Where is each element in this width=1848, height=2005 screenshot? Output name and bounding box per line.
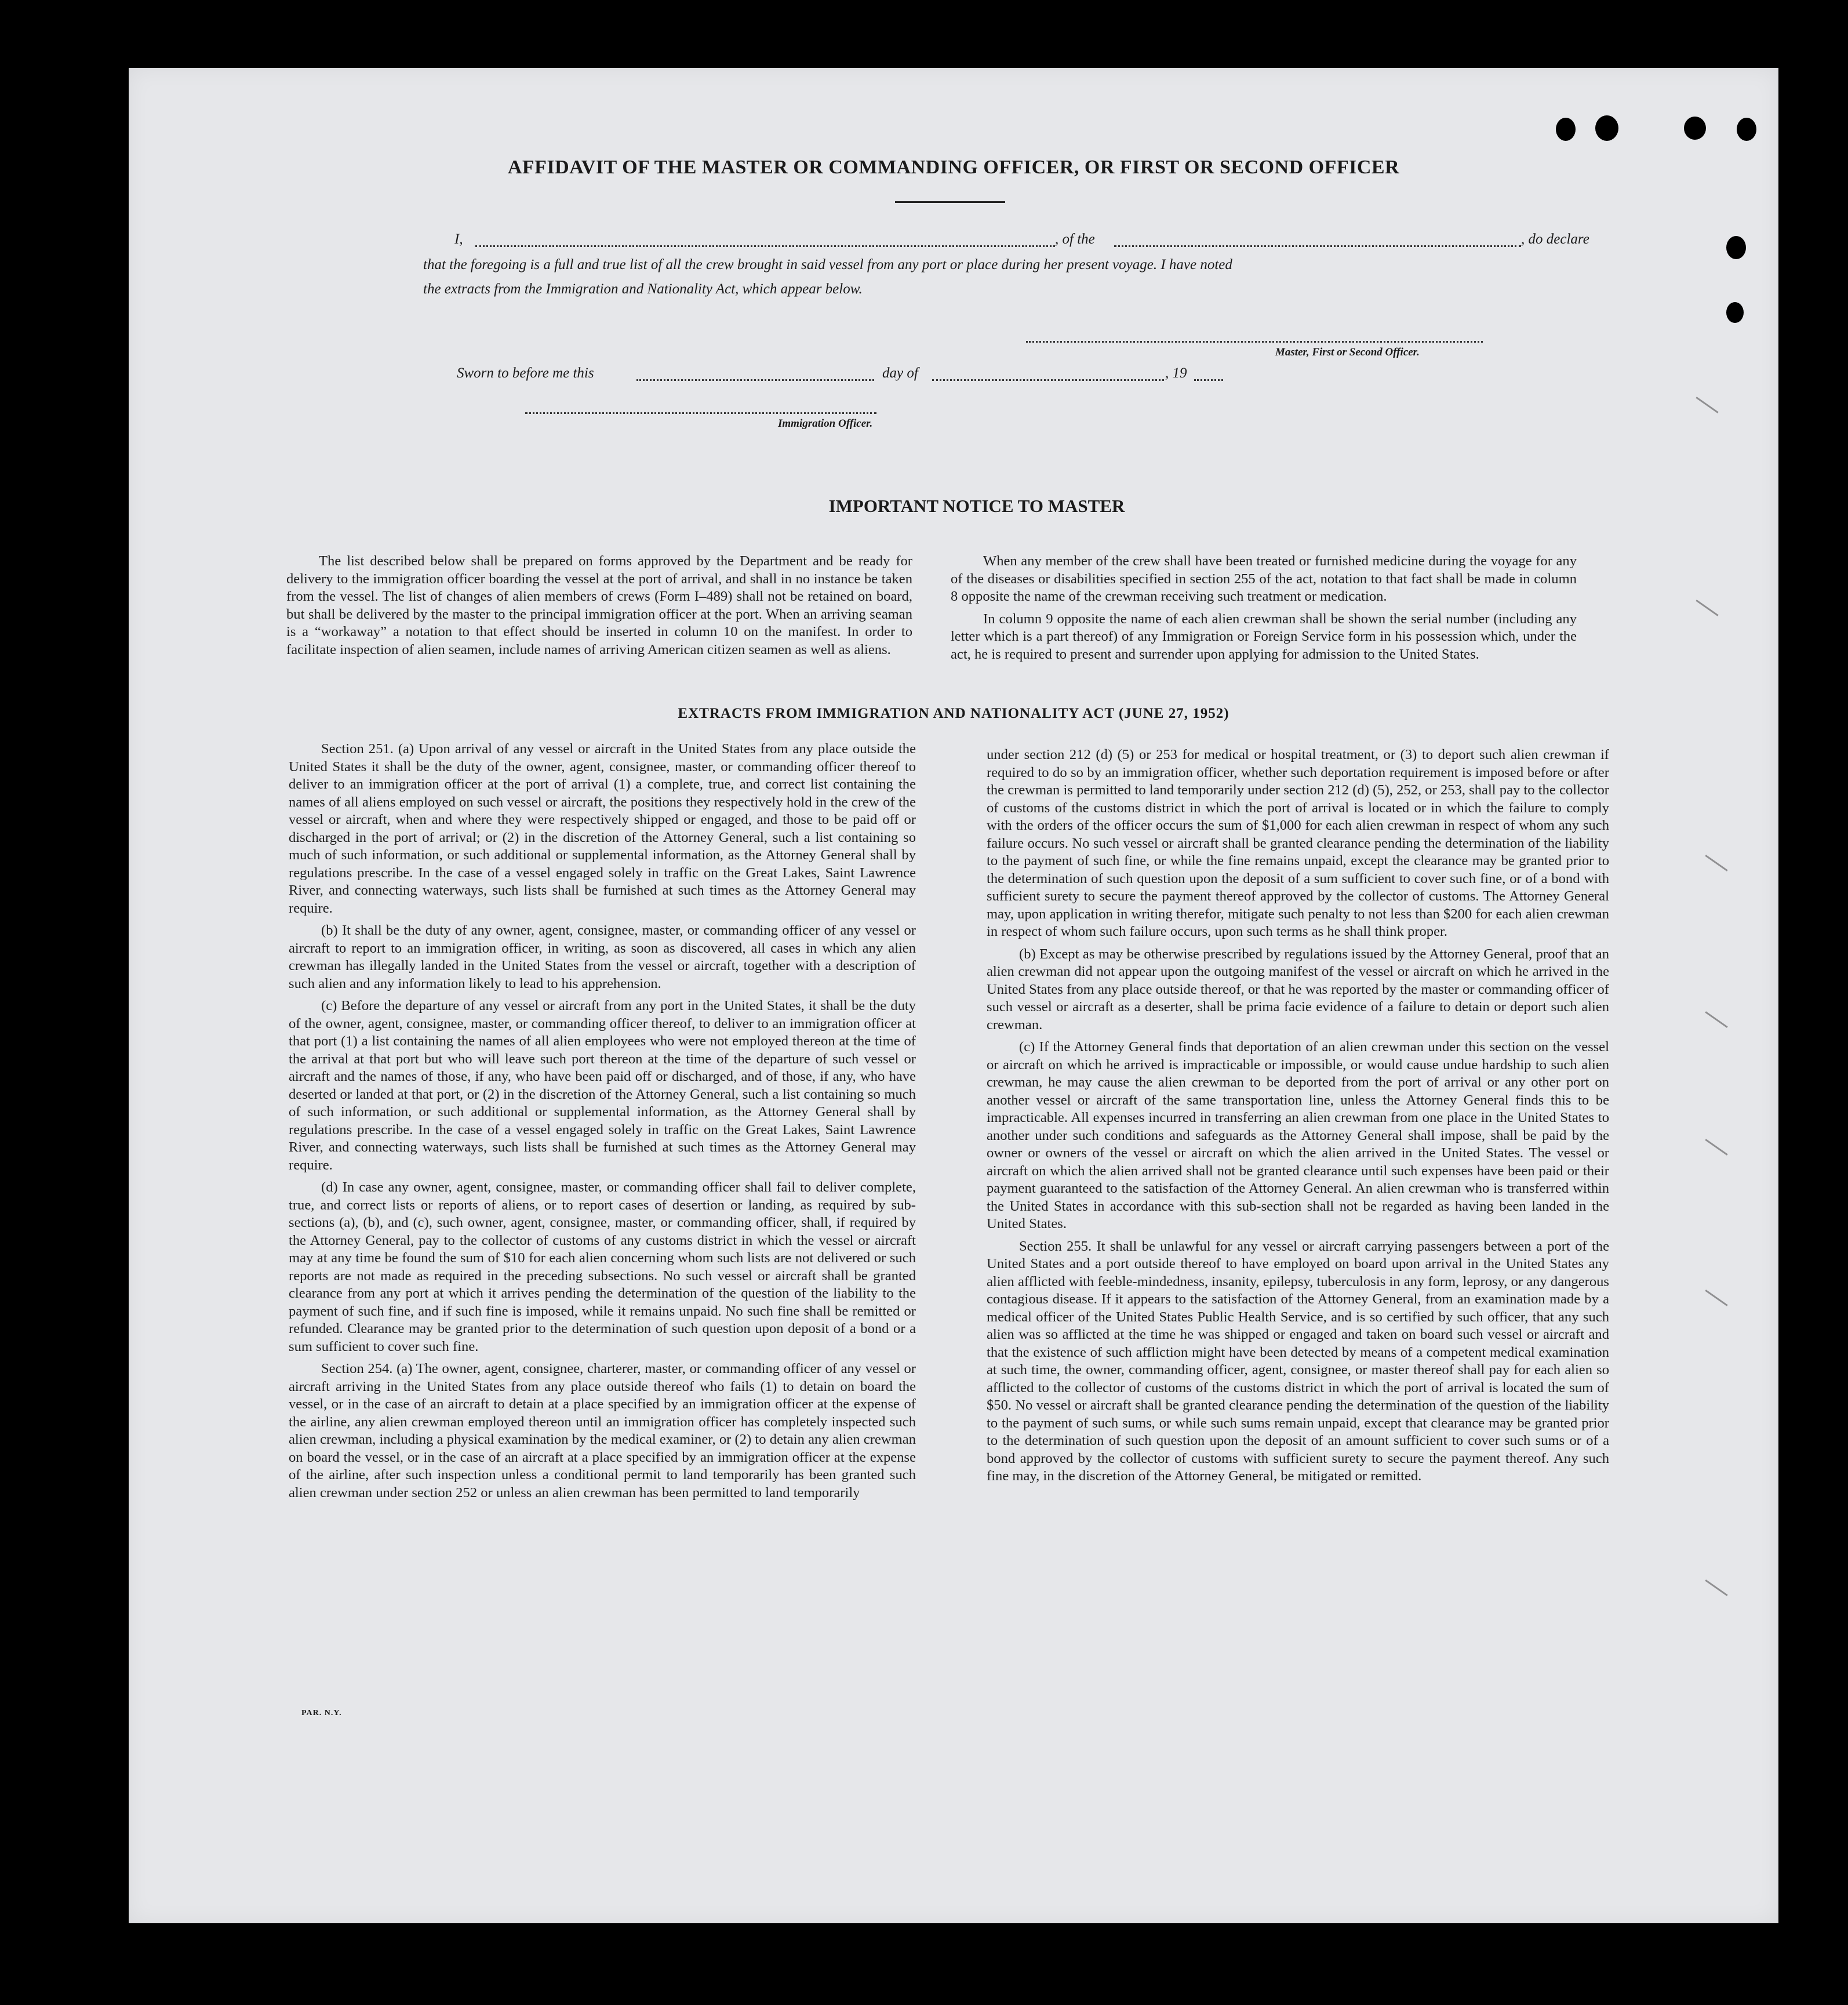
vessel-blank[interactable] bbox=[1114, 245, 1521, 247]
notice-left-paragraph: The list described below shall be prepared on forms approved by the Department and be ready for delivery to the immigration officer boarding the vessel at the port of arrival, and shall in no instance be taken from the vessel. The list of changes of alien members of crews (Form I–489) shall not be retained on board, but shall be delivered by the master to the principal immigration officer at the port. When an arriving seaman is a “workaway” a notation to that effect should be inserted in column 10 on the manifest. In order to facilitate inspection of alien seamen, include names of arriving American citizen seamen as well as aliens. bbox=[286, 553, 912, 658]
title-underline bbox=[895, 201, 1005, 203]
sworn-month-blank[interactable] bbox=[932, 379, 1164, 381]
edge-mark bbox=[1705, 1139, 1727, 1156]
notice-left-column bbox=[286, 553, 912, 663]
punch-hole bbox=[1726, 236, 1746, 259]
section-251-c: (c) Before the departure of any vessel or aircraft from any port in the United States, it shall be the duty of the owner, agent, consignee, master, or commanding officer thereof, to deliver to an immigration officer at that port (1) a list containing the names of all alien employees who were not employed thereon at the time of the arrival at that port but who will leave such port thereon at the time of the departure of such vessel or aircraft and the names of those, if any, who have been paid off or discharged, and of those, if any, who have deserted or landed at that port, or (2) in the discretion of the Attorney General, such a list containing so much of such information, or such additional or supplemental information, as the Attorney General shall by regulations prescribe. In the case of a vessel engaged solely in traffic on the Great Lakes, Saint Lawrence River, and connecting waterways, such lists shall be furnished at such times as the Attorney General may require. bbox=[289, 998, 916, 1173]
master-signature-label: Master, First or Second Officer. bbox=[1275, 346, 1420, 358]
punch-hole bbox=[1556, 118, 1576, 141]
section-251-d: (d) In case any owner, agent, consignee, master, or commanding officer shall fail to deliver complete, true, and correct lists or reports of aliens, or to report cases of desertion or landing, as required by sub-sections (a), (b), and (c), such owner, agent, consignee, master, or commanding officer, shall, if required by the Attorney General, pay to the collector of customs of any customs district in which the vessel or aircraft may at any time be found the sum of $10 for each alien concerning whom such lists are not delivered or such reports are not made as required in the preceding subsections. No such vessel or aircraft shall be granted clearance from any port at which it arrives pending the determination of the question of the liability to the payment of such fine, and if such fine is imposed, while it remains unpaid. No such fine shall be remitted or refunded. Clearance may be granted prior to the determination of such question upon deposit of a bond or a sum sufficient to cover such fine. bbox=[289, 1179, 916, 1354]
affidavit-i-label: I, bbox=[454, 231, 463, 247]
section-254-a: Section 254. (a) The owner, agent, consignee, charterer, master, or commanding officer of any vessel or aircraft arriving in the United States from any place outside thereof who fails (1) to detain on board the vessel, or in the case of an aircraft to detain at a place specified by an immigration officer at the expense of the airline, any alien crewman employed thereon until an immigration officer has completely inspected such alien crewman, including a physical examination by the medical examiner, or (2) to detain any alien crewman on board the vessel, or in the case of an aircraft at a place specified by an immigration officer at the expense of the airline, after such inspection unless a conditional permit to land temporarily has been granted such alien crewman under section 252 or unless an alien crewman has been permitted to land temporarily bbox=[289, 1361, 916, 1501]
edge-mark bbox=[1705, 1011, 1727, 1028]
notice-right-paragraph-1: When any member of the crew shall have been treated or furnished medicine during the voyage for any of the diseases or disabilities specified in section 255 of the act, notation to that fact shall be made in column 8 opposite the name of the crewman receiving such treatment or medication. bbox=[951, 553, 1577, 604]
section-254-c: (c) If the Attorney General finds that deportation of an alien crewman under this section on the vessel or aircraft on which he arrived is impracticable or impossible, or would cause undue hardship to such alien crewman, he may cause the alien crewman to be deported from the port of arrival or any other port on another vessel or aircraft of the same transportation line, unless the Attorney General finds this to be impracticable. All expenses incurred in transferring an alien crewman from one place in the United States to another under such conditions and safeguards as the Attorney General shall impose, shall be paid by the owner or owners of the vessel or aircraft on which the alien arrived in the United States. The vessel or aircraft on which the alien arrived shall not be granted clearance until such expenses have been paid or their payment guaranteed to the satisfaction of the Attorney General. An alien crewman who is transferred within the United States in accordance with this sub-section shall not be regarded as having been landed in the United States. bbox=[987, 1039, 1609, 1232]
affidavit-of-the-label: , of the bbox=[1055, 231, 1095, 247]
extracts-left-column bbox=[289, 740, 916, 1506]
year-label: , 19 bbox=[1165, 365, 1187, 381]
sworn-year-blank[interactable] bbox=[1194, 379, 1223, 381]
edge-mark bbox=[1705, 855, 1727, 871]
document-page bbox=[129, 68, 1778, 1923]
punch-hole bbox=[1684, 117, 1706, 140]
declaration-line-1: that the foregoing is a full and true list of all the crew brought in said vessel from any port or place during her present voyage. I have noted bbox=[423, 257, 1232, 273]
master-signature-line[interactable] bbox=[1026, 341, 1483, 343]
notice-title: IMPORTANT NOTICE TO MASTER bbox=[828, 496, 1125, 516]
extracts-right-column bbox=[987, 746, 1609, 1490]
section-251-b: (b) It shall be the duty of any owner, agent, consignee, master, or commanding officer of any vessel or aircraft to report to an immigration officer, in writing, as soon as discovered, all cases in which any alien crewman has illegally landed in the United States from the vessel or aircraft, together with a description of such alien and any information likely to lead to his apprehension. bbox=[289, 922, 916, 991]
punch-hole bbox=[1726, 302, 1744, 323]
declaration-line-2: the extracts from the Immigration and Nationality Act, which appear below. bbox=[423, 281, 863, 297]
edge-mark bbox=[1705, 1579, 1727, 1596]
punch-hole bbox=[1595, 115, 1618, 141]
section-254-b: (b) Except as may be otherwise prescribed by regulations issued by the Attorney General, proof that an alien crewman did not appear upon the outgoing manifest of the vessel or aircraft on which he arrived in the United States from any place outside thereof, or that he was reported by the master or commanding officer of such vessel or aircraft as a deserter, shall be prima facie evidence of a failure to detain or deport such alien crewman. bbox=[987, 946, 1609, 1033]
immigration-officer-signature-line[interactable] bbox=[525, 412, 876, 414]
edge-mark bbox=[1696, 600, 1718, 616]
section-251-a: Section 251. (a) Upon arrival of any vessel or aircraft in the United States from any place outside the United States it shall be the duty of the owner, agent, consignee, master, or commanding officer thereof to deliver to an immigration officer at the port of arrival (1) a complete, true, and correct list containing the names of all aliens employed on such vessel or aircraft, the positions they respectively hold in the crew of the vessel or aircraft, when and where they were respectively shipped or engaged, and those to be paid off or discharged in the port of arrival; or (2) in the discretion of the Attorney General, such a list containing so much of such information, or such additional or supplemental information, as the Attorney General shall by regulations prescribe. In the case of a vessel engaged solely in traffic on the Great Lakes, Saint Lawrence River, and connecting waterways, such lists shall be furnished at such times as the Attorney General may require. bbox=[289, 741, 916, 916]
edge-mark bbox=[1705, 1290, 1727, 1306]
day-of-label: day of bbox=[882, 365, 918, 381]
immigration-officer-label: Immigration Officer. bbox=[778, 417, 873, 430]
notice-right-column bbox=[951, 553, 1577, 668]
edge-mark bbox=[1696, 397, 1718, 413]
section-255: Section 255. It shall be unlawful for any vessel or aircraft carrying passengers between a port of the United States and a port outside thereof to have employed on board upon arrival in the United States any alien afflicted with feeble-mindedness, insanity, epilepsy, tuberculosis in any form, leprosy, or any dangerous contagious disease. If it appears to the satisfaction of the Attorney General, from an examination made by a medical officer of the United States Public Health Service, and is so certified by such officer, that any such alien was so afflicted at the time he was shipped or engaged and taken on board such vessel or aircraft and that the existence of such affliction might have been detected by means of a competent medical examination at such time, the owner, commanding officer, agent, consignee, or master thereof shall pay for each alien so afflicted to the collector of customs of the customs district in which the port of arrival is located the sum of $50. No vessel or aircraft shall be granted clearance pending the determination of the question of the liability to the payment of such sums, or while such sums remain unpaid, except that clearance may be granted prior to the determination of such question upon the deposit of an amount sufficient to cover such sums or of a bond approved by the collector of customs with sufficient surety to secure the payment thereof. Any such fine may, in the discretion of the Attorney General, be mitigated or remitted. bbox=[987, 1238, 1609, 1484]
printer-mark: PAR. N.Y. bbox=[301, 1709, 342, 1717]
name-blank[interactable] bbox=[475, 245, 1055, 247]
sworn-day-blank[interactable] bbox=[636, 379, 874, 381]
affidavit-do-declare-label: , do declare bbox=[1521, 231, 1589, 247]
notice-right-paragraph-2: In column 9 opposite the name of each alien crewman shall be shown the serial number (including any letter which is a part thereof) of any Immigration or Foreign Service form in his possession which, under the act, he is required to present and surrender upon applying for admission to the United States. bbox=[951, 611, 1577, 662]
punch-hole bbox=[1737, 118, 1756, 141]
sworn-label: Sworn to before me this bbox=[457, 365, 594, 381]
section-254-a-continued: under section 212 (d) (5) or 253 for medical or hospital treatment, or (3) to deport such alien crewman if required to do so by an immigration officer, whether such deportation requirement is imposed before or after the crewman is permitted to land temporarily under section 212 (d) (5), 252, or 253, shall pay to the collector of customs of the customs district in which the port of arrival is located or in which the failure to comply with the orders of the officer occurs the sum of $1,000 for each alien crewman in respect of whom any such failure occurs. No such vessel or aircraft shall be granted clearance pending the determination of the liability to the payment of such fine, or while the fine remains unpaid, except the clearance may be granted prior to the determination of such question upon the deposit of a sum sufficient to cover such fine, or of a bond with sufficient surety to secure the payment thereof approved by the collector of customs. The Attorney General may, upon application in writing therefor, mitigate such penalty to not less than $200 for each alien crewman in respect of whom such failure occurs, upon such terms as he shall think proper. bbox=[987, 747, 1609, 939]
affidavit-title: AFFIDAVIT OF THE MASTER OR COMMANDING OFFICER, OR FIRST OR SECOND OFFICER bbox=[507, 157, 1400, 178]
extracts-title: EXTRACTS FROM IMMIGRATION AND NATIONALITY ACT (JUNE 27, 1952) bbox=[678, 706, 1229, 721]
